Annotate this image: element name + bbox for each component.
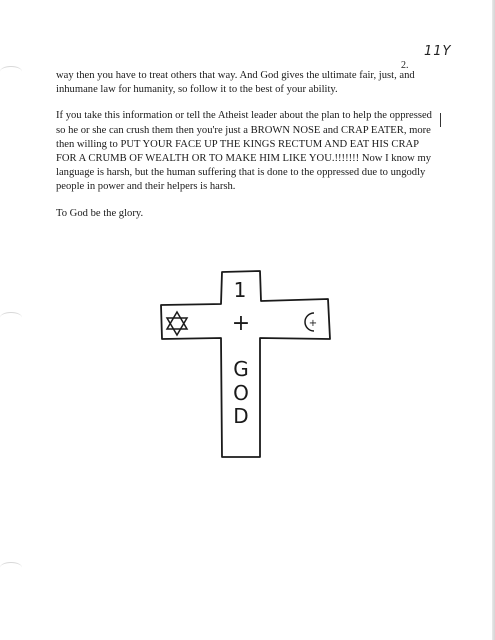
cross-letter-o: O [233,381,249,405]
cross-letter-d: D [233,404,249,428]
cross-letter-g: G [233,357,249,381]
star-of-david-icon [167,312,187,335]
page-number: 2. [401,60,409,71]
svg-text:+: + [308,318,318,329]
paragraph: way then you have to treat others that way. And God gives the ultimate fair, just, and inhumane law for humanity, so follow it to the best of your ability. [56,70,415,96]
cross-top-number: 1 [233,278,247,302]
cross-plus-symbol: + [231,311,251,336]
paragraph: To God be the glory. [56,207,144,219]
handwritten-page-number: 11Y [424,44,452,59]
paragraph: If you take this information or tell the Atheist leader about the plan to help the oppressed so he or she can crush them then you're just a BROWN NOSE and CRAP EATER, more then willing to PUT YOUR FACE UP THE KINGS RECTUM AND EAT HIS CRAP FOR A CRUMB OF WEALTH OR TO MAKE HIM LIKE YOU.!!!!!!! Now I know my language is harsh, but the human suffering that is done to the oppressed due to ungodly people in power and their helpers is harsh. [56,110,432,193]
crescent-star-icon [305,313,317,331]
